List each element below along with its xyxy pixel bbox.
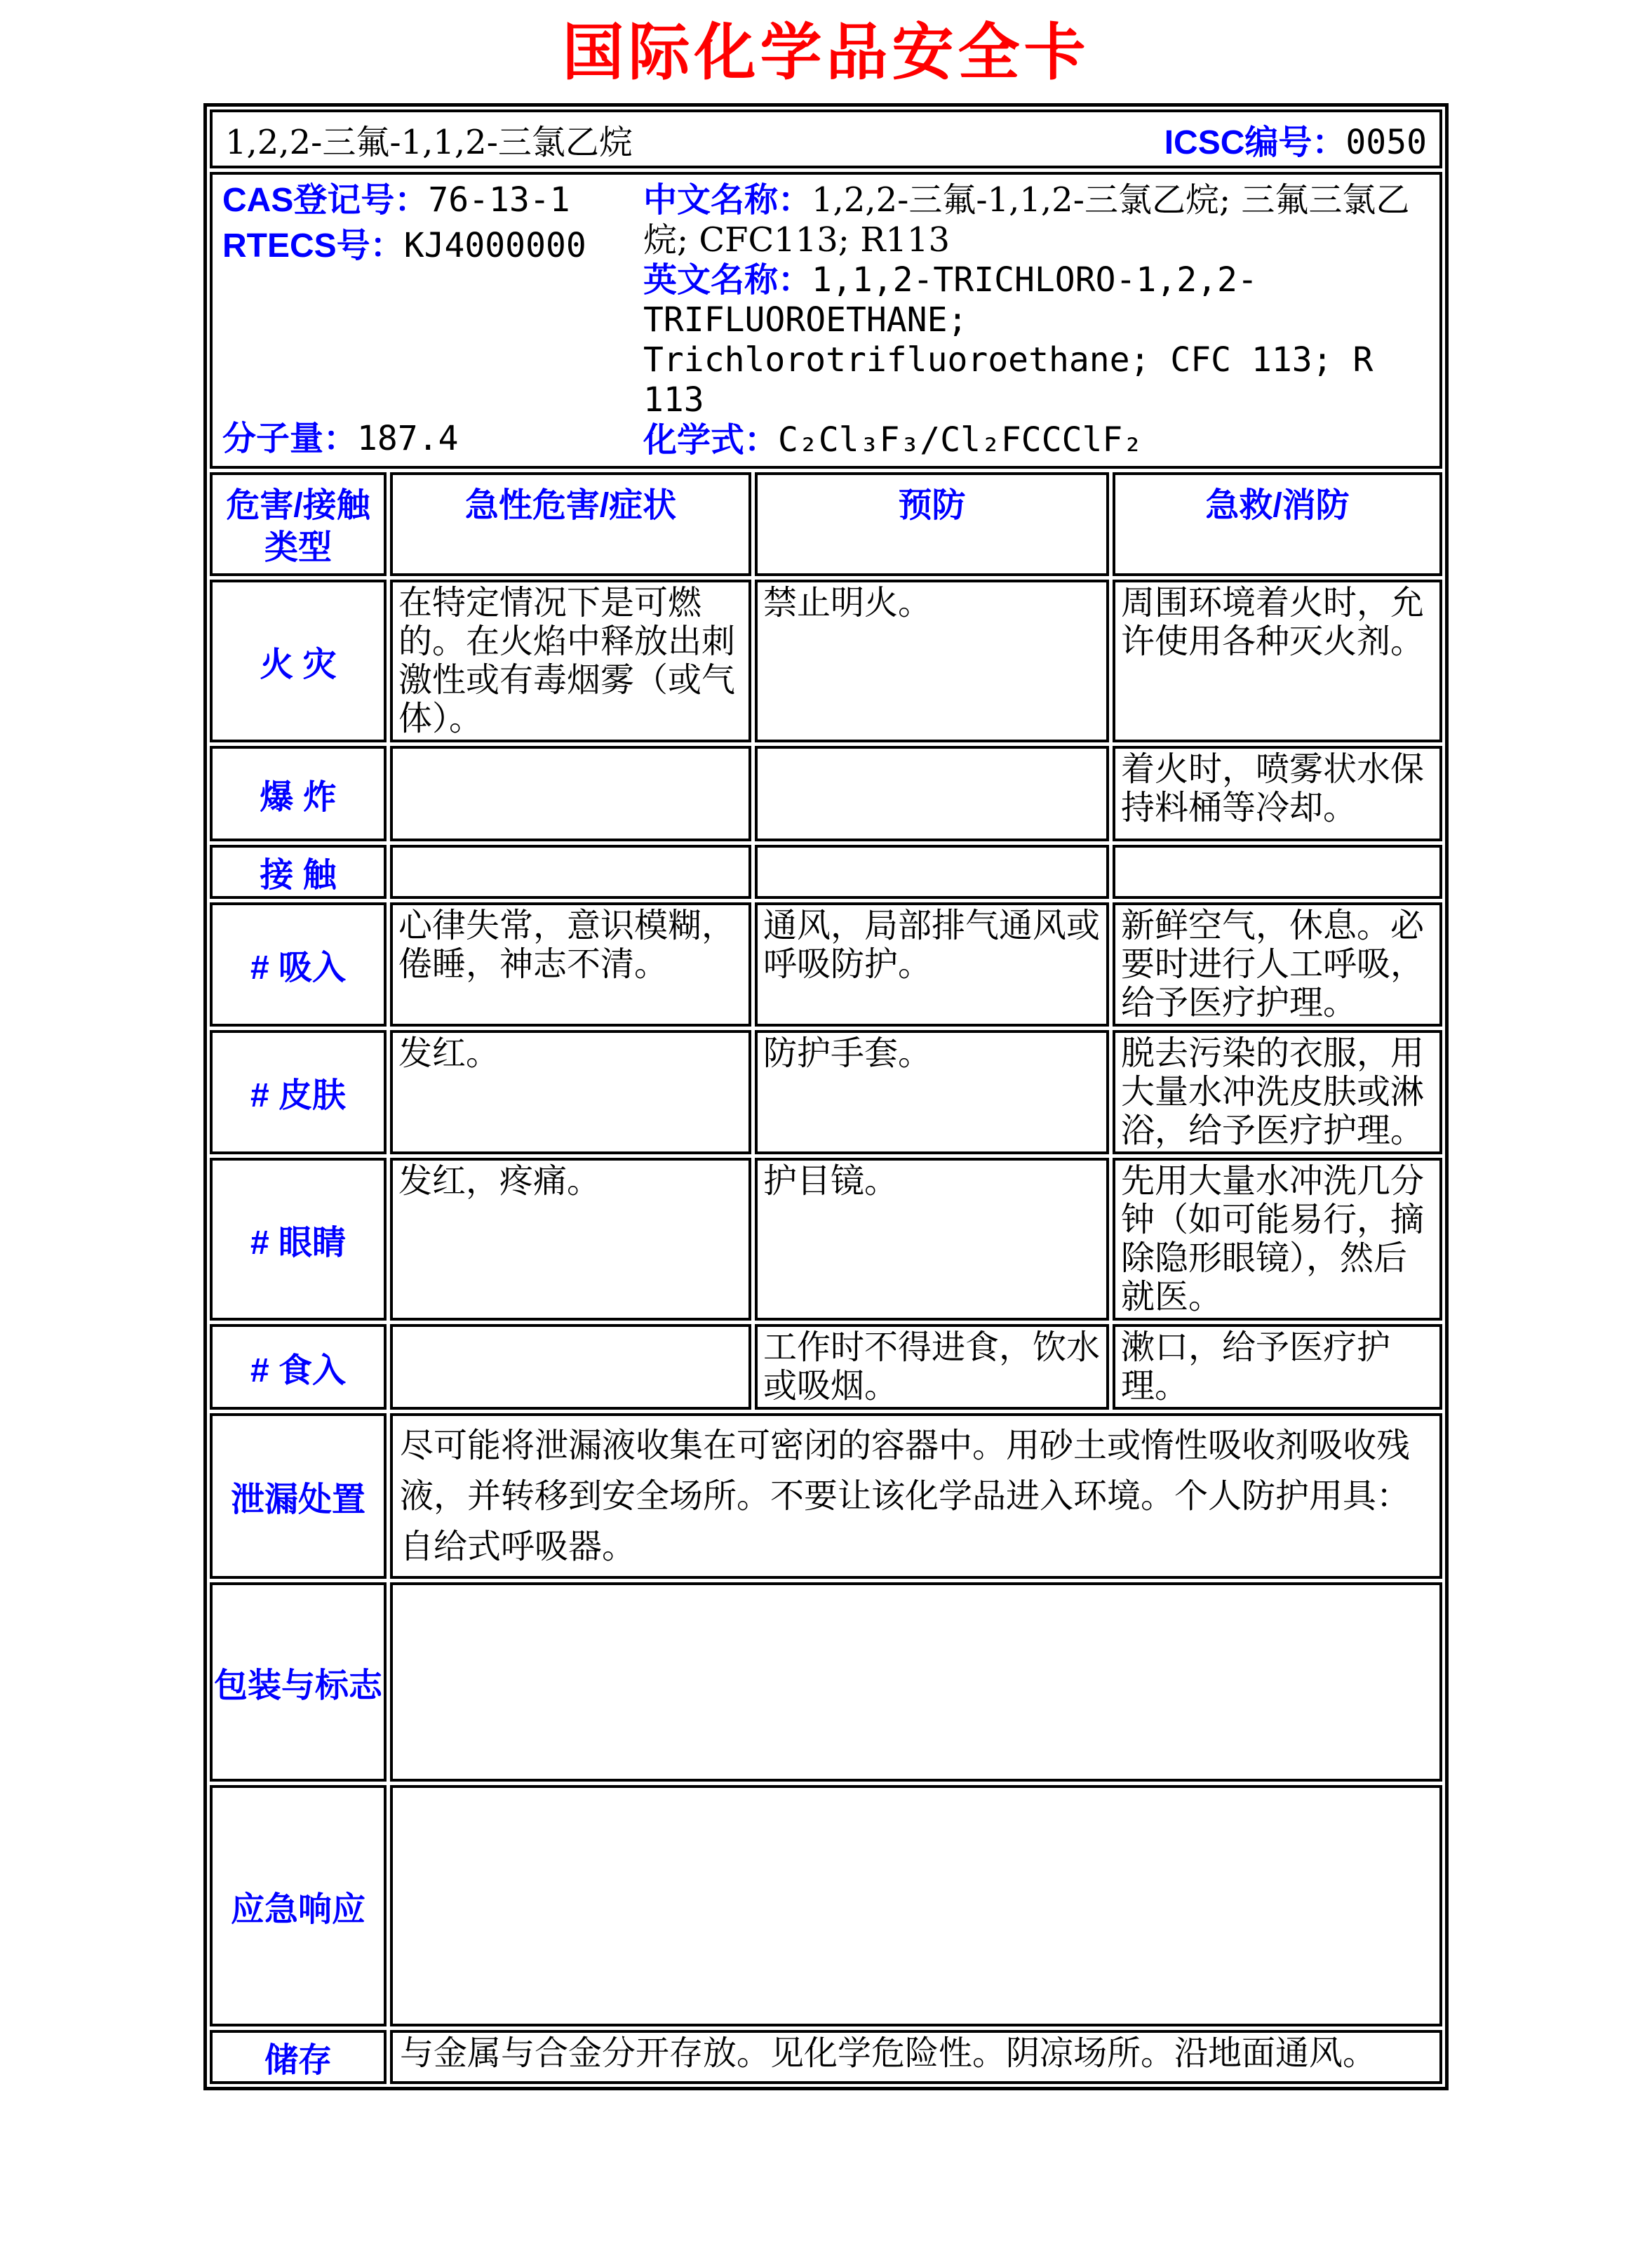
contact-symptoms-cell (390, 845, 751, 899)
skin-prevention-cell: 防护手套。 (755, 1030, 1109, 1154)
rtecs-value: KJ4000000 (403, 226, 586, 266)
table-row-explosion (210, 746, 1442, 841)
table-row-storage (210, 2030, 1442, 2084)
english-name-line (643, 260, 1430, 420)
table-header-row (210, 472, 1442, 576)
cas-value: 76-13-1 (428, 180, 570, 220)
row-label-skin: # 皮肤 (210, 1030, 387, 1154)
card-header-row (210, 109, 1442, 168)
explosion-prevention-cell (755, 746, 1109, 841)
identity-right-column (643, 180, 1430, 460)
row-label-contact: 接 触 (210, 845, 387, 899)
eyes-symptoms-cell: 发红，疼痛。 (390, 1158, 751, 1321)
inhalation-firstaid-cell: 新鲜空气，休息。必要时进行人工呼吸，给予医疗护理。 (1113, 902, 1442, 1027)
ingestion-prevention-cell: 工作时不得进食，饮水或吸烟。 (755, 1324, 1109, 1410)
fire-symptoms-cell: 在特定情况下是可燃的。在火焰中释放出刺激性或有毒烟雾（或气体）。 (390, 580, 751, 742)
ingestion-symptoms-cell (390, 1324, 751, 1410)
contact-firstaid-cell (1113, 845, 1442, 899)
spill-disposal-cell: 尽可能将泄漏液收集在可密闭的容器中。用砂土或惰性吸收剂吸收残液，并转移到安全场所。不要让该化学品进入环境。个人防护用具：自给式呼吸器。 (390, 1413, 1442, 1579)
inhalation-prevention-cell: 通风，局部排气通风或呼吸防护。 (755, 902, 1109, 1027)
table-row-spill-disposal (210, 1413, 1442, 1579)
table-row-ingestion (210, 1324, 1442, 1410)
page-title: 国际化学品安全卡 (562, 15, 1090, 88)
table-row-packaging (210, 1582, 1442, 1782)
explosion-firstaid-cell: 着火时，喷雾状水保持料桶等冷却。 (1113, 746, 1442, 841)
column-header-acute-hazards: 急性危害/症状 (390, 472, 751, 576)
ingestion-firstaid-cell: 漱口，给予医疗护理。 (1113, 1324, 1442, 1410)
icsc-label: ICSC编号： (1164, 123, 1346, 161)
chinese-name-label: 中文名称： (643, 182, 812, 220)
row-label-emergency-response: 应急响应 (210, 1785, 387, 2026)
column-header-hazard-type: 危害/接触类型 (210, 472, 387, 576)
row-label-packaging: 包装与标志 (210, 1582, 387, 1782)
table-row-inhalation (210, 902, 1442, 1027)
contact-prevention-cell (755, 845, 1109, 899)
fire-firstaid-cell: 周围环境着火时，允许使用各种灭火剂。 (1113, 580, 1442, 742)
cas-label: CAS登记号： (222, 182, 429, 220)
column-header-prevention: 预防 (755, 472, 1109, 576)
packaging-cell (390, 1582, 1442, 1782)
chemical-name: 1,2,2-三氟-1,1,2-三氯乙烷 (225, 122, 633, 162)
english-name-label: 英文名称： (643, 262, 812, 300)
chinese-name-line (643, 180, 1430, 260)
row-label-fire: 火 灾 (210, 580, 387, 742)
row-label-explosion: 爆 炸 (210, 746, 387, 841)
formula-value: C₂Cl₃F₃/Cl₂FCCClF₂ (778, 420, 1143, 460)
table-row-contact (210, 845, 1442, 899)
formula-line (643, 420, 1430, 460)
inhalation-symptoms-cell: 心律失常，意识模糊，倦睡，神志不清。 (390, 902, 751, 1027)
chinese-name-value: 1,2,2-三氟-1,1,2-三氯乙烷; 三氟三氯乙烷; CFC113; R113 (643, 180, 1410, 260)
identity-left-column (222, 180, 643, 460)
icsc-number: 0050 (1345, 122, 1427, 162)
skin-symptoms-cell: 发红。 (390, 1030, 751, 1154)
table-row-emergency-response (210, 1785, 1442, 2026)
safety-card (203, 103, 1449, 2090)
eyes-firstaid-cell: 先用大量水冲洗几分钟（如可能易行，摘除隐形眼镜），然后就医。 (1113, 1158, 1442, 1321)
explosion-symptoms-cell (390, 746, 751, 841)
column-header-fire-fighting: 急救/消防 (1113, 472, 1442, 576)
identity-section (210, 172, 1442, 469)
table-row-skin (210, 1030, 1442, 1154)
cas-line (222, 180, 643, 220)
row-label-ingestion: # 食入 (210, 1324, 387, 1410)
icsc-number-group (1164, 115, 1427, 163)
table-row-eyes (210, 1158, 1442, 1321)
storage-cell: 与金属与合金分开存放。见化学危险性。阴凉场所。沿地面通风。 (390, 2030, 1442, 2084)
molecular-weight-label: 分子量： (222, 420, 358, 458)
eyes-prevention-cell: 护目镜。 (755, 1158, 1109, 1321)
emergency-response-cell (390, 1785, 1442, 2026)
formula-label: 化学式： (643, 422, 779, 460)
molecular-weight-line (222, 419, 643, 459)
table-row-fire (210, 580, 1442, 742)
fire-prevention-cell: 禁止明火。 (755, 580, 1109, 742)
row-label-spill-disposal: 泄漏处置 (210, 1413, 387, 1579)
skin-firstaid-cell: 脱去污染的衣服，用大量水冲洗皮肤或淋浴，给予医疗护理。 (1113, 1030, 1442, 1154)
rtecs-label: RTECS号： (222, 227, 404, 265)
row-label-storage: 储存 (210, 2030, 387, 2084)
molecular-weight-value: 187.4 (357, 419, 459, 459)
rtecs-line (222, 226, 643, 266)
row-label-inhalation: # 吸入 (210, 902, 387, 1027)
english-name-value: 1,1,2-TRICHLORO-1,2,2-TRIFLUOROETHANE; Trichlorotrifluoroethane; CFC 113; R 113 (643, 260, 1374, 420)
row-label-eyes: # 眼睛 (210, 1158, 387, 1321)
